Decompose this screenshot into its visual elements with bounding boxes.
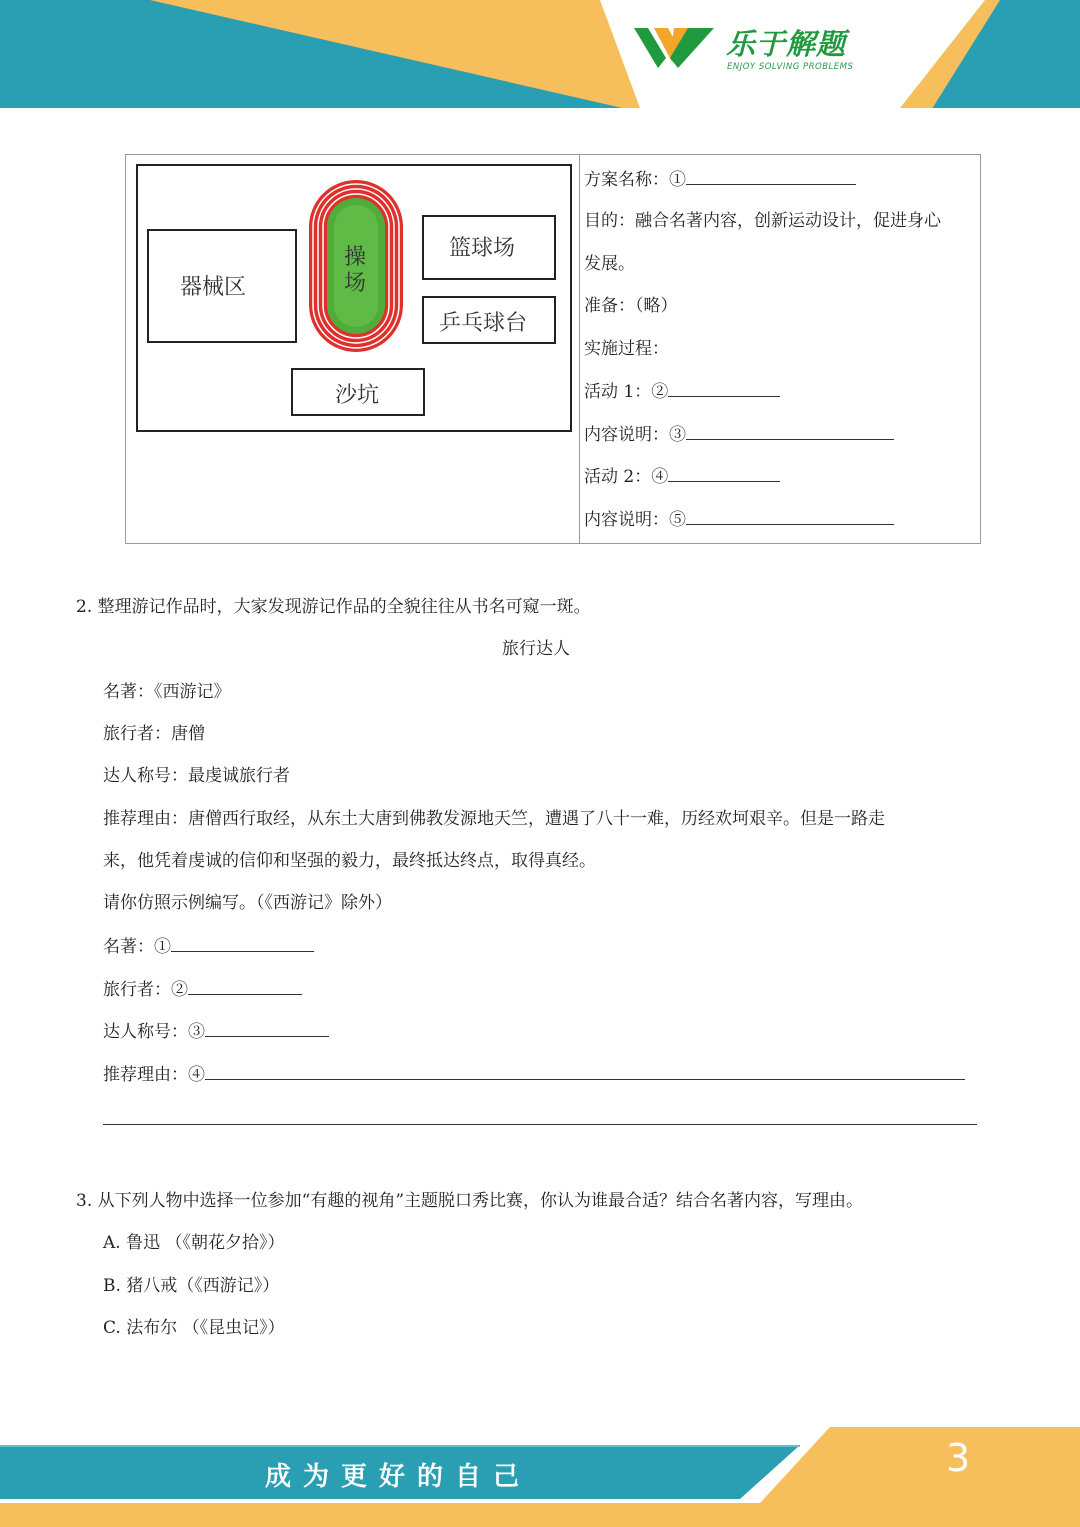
brand-name: 乐于解题 bbox=[726, 27, 847, 61]
plan-desc-1-blank[interactable] bbox=[686, 423, 894, 440]
q2-fill-reason-blank[interactable] bbox=[205, 1063, 965, 1080]
q2-answer-line-2[interactable] bbox=[103, 1124, 977, 1125]
plan-activity-2-row bbox=[584, 465, 780, 488]
q2-fill-reason: 推荐理由：④ bbox=[103, 1065, 205, 1085]
header-banner bbox=[0, 0, 1080, 112]
plan-process: 实施过程： bbox=[584, 339, 669, 359]
plan-purpose-1: 目的：融合名著内容，创新运动设计，促进身心 bbox=[584, 211, 941, 231]
plan-desc-2-blank[interactable] bbox=[686, 508, 894, 525]
q2-fill-traveler: 旅行者：② bbox=[103, 980, 188, 1000]
q2-title: 旅行达人 bbox=[502, 639, 570, 659]
plan-activity-2-blank[interactable] bbox=[668, 465, 780, 482]
q2-reason-2: 来，他凭着虔诚的信仰和坚强的毅力，最终抵达终点，取得真经。 bbox=[103, 851, 596, 871]
logo-icon bbox=[634, 24, 714, 70]
q3-option-b: B. 猪八戒（《西游记》） bbox=[103, 1276, 280, 1296]
map-basketball-label: 篮球场 bbox=[449, 236, 516, 261]
map-field-label-1: 操 bbox=[344, 245, 367, 270]
plan-purpose-2: 发展。 bbox=[584, 254, 635, 274]
plan-desc-1: 内容说明：③ bbox=[584, 425, 686, 445]
table-divider bbox=[579, 154, 580, 543]
footer-banner bbox=[0, 1427, 1080, 1527]
q2-instruction: 请你仿照示例编写。（《西游记》除外） bbox=[103, 893, 392, 913]
map-equipment-label: 器械区 bbox=[180, 275, 247, 300]
plan-activity-2: 活动 2：④ bbox=[584, 467, 669, 487]
map-sandpit-label: 沙坑 bbox=[335, 383, 380, 408]
plan-name-row bbox=[584, 168, 856, 191]
plan-prep: 准备：（略） bbox=[584, 296, 678, 316]
map-pingpong-label: 乒乓球台 bbox=[439, 311, 528, 336]
map-field-label-2: 场 bbox=[344, 271, 367, 296]
plan-desc-1-row bbox=[584, 423, 894, 446]
q2-reason-1: 推荐理由：唐僧西行取经，从东土大唐到佛教发源地天竺，遭遇了八十一难，历经欢坷艰辛。但是一路走 bbox=[103, 809, 885, 829]
q2-fill-traveler-row bbox=[103, 978, 302, 1001]
page-number: 3 bbox=[946, 1436, 971, 1480]
plan-activity-1: 活动 1：② bbox=[584, 382, 669, 402]
q2-fill-book-row bbox=[103, 935, 314, 958]
q2-traveler: 旅行者：唐僧 bbox=[103, 724, 205, 744]
q2-fill-reason-row bbox=[103, 1063, 965, 1086]
plan-name-blank[interactable] bbox=[686, 168, 856, 185]
q2-book: 名著：《西游记》 bbox=[103, 682, 231, 702]
q2-fill-nickname: 达人称号：③ bbox=[103, 1022, 205, 1042]
q2-fill-traveler-blank[interactable] bbox=[188, 978, 302, 995]
q3-option-a: A. 鲁迅 （《朝花夕拾》） bbox=[103, 1233, 285, 1253]
q2-nickname: 达人称号：最虔诚旅行者 bbox=[103, 766, 290, 786]
brand-subtitle: ENJOY SOLVING PROBLEMS bbox=[727, 62, 854, 72]
plan-name: 方案名称：① bbox=[584, 170, 686, 190]
q3-stem: 3. 从下列人物中选择一位参加“有趣的视角”主题脱口秀比赛，你认为谁最合适？结合名著内容，写理由。 bbox=[76, 1191, 864, 1211]
plan-activity-1-row bbox=[584, 380, 780, 403]
q3-option-c: C. 法布尔 （《昆虫记》） bbox=[103, 1318, 285, 1338]
plan-desc-2-row bbox=[584, 508, 894, 531]
plan-activity-1-blank[interactable] bbox=[668, 380, 780, 397]
footer-slogan: 成为更好的自己 bbox=[265, 1462, 532, 1492]
q2-fill-book-blank[interactable] bbox=[171, 935, 314, 952]
q2-fill-nickname-blank[interactable] bbox=[205, 1020, 329, 1037]
plan-desc-2: 内容说明：⑤ bbox=[584, 510, 686, 530]
q2-fill-nickname-row bbox=[103, 1020, 329, 1043]
q2-fill-book: 名著：① bbox=[103, 937, 171, 957]
q2-stem: 2. 整理游记作品时，大家发现游记作品的全貌往往从书名可窥一斑。 bbox=[76, 597, 591, 617]
